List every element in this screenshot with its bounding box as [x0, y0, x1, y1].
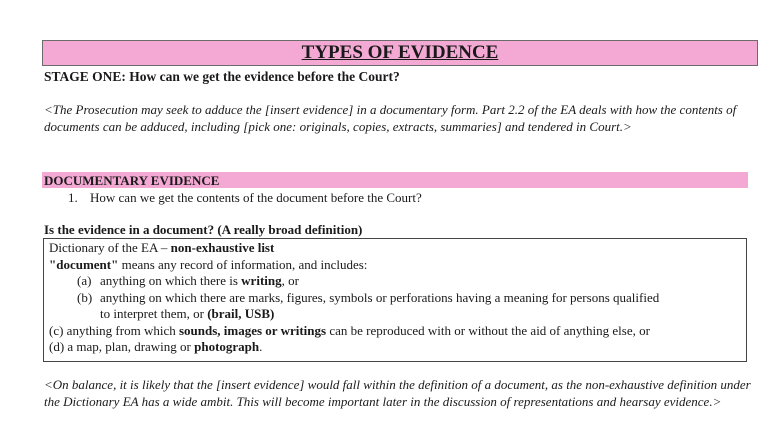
definition-source-line — [49, 240, 746, 257]
item-b-label: (b) — [77, 289, 93, 305]
item-c-tail: can be reproduced with or without the aid of anything else, or — [326, 322, 650, 338]
definition-source-emphasis: non-exhaustive list — [170, 240, 275, 255]
definition-item-b — [49, 290, 746, 323]
item-d-plain: (d) a map, plan, drawing or — [49, 339, 195, 354]
item-b-line2-bold: (brail, USB) — [207, 306, 275, 321]
definition-item-d — [49, 339, 746, 356]
numbered-item-text: How can we get the contents of the document before the Court? — [90, 190, 422, 205]
stage-heading: STAGE ONE: How can we get the evidence before the Court? — [44, 69, 400, 84]
item-d-tail: . — [259, 339, 263, 354]
definition-term-text: means any record of information, and includes: — [118, 256, 368, 272]
numbered-item — [68, 190, 422, 206]
item-c-plain: (c) anything from which — [49, 322, 179, 338]
item-a-tail: , or — [281, 273, 299, 288]
title-banner — [42, 40, 758, 66]
definition-question: Is the evidence in a document? (A really broad definition) — [44, 222, 363, 237]
definition-source-text: Dictionary of the EA – — [49, 240, 171, 255]
intro-note: <The Prosecution may seek to adduce the [insert evidence] in a documentary form. Part 2.2 of the EA deals with how the contents of documents can be adduced, including [pick one: originals, copies, extracts, summaries] and tendered in Court.> — [44, 102, 737, 134]
item-a-text — [81, 273, 746, 290]
item-d-bold: photograph — [194, 339, 260, 354]
definition-term-line — [49, 257, 746, 274]
definition-box — [43, 238, 747, 362]
item-a-bold: writing — [241, 273, 282, 288]
section-heading-bar — [42, 172, 748, 188]
closing-note: <On balance, it is likely that the [insert evidence] would fall within the definition of a document, as the non-exhaustive definition under the Dictionary EA has a wide ambit. This will become important later in the discussion of representations and hearsay evidence.> — [44, 377, 751, 409]
item-b-line2 — [81, 306, 746, 323]
definition-item-c — [49, 323, 746, 340]
definition-item-a — [49, 273, 746, 290]
definition-term: "document" — [49, 256, 119, 272]
numbered-item-number: 1. — [68, 190, 78, 205]
item-a-plain: anything on which there is — [100, 273, 242, 288]
page-title: TYPES OF EVIDENCE — [301, 42, 499, 63]
item-b-line1: anything on which there are marks, figures, symbols or perforations having a meaning for persons qualified — [100, 289, 660, 305]
item-b-line2-plain: to interpret them, or — [100, 306, 208, 321]
item-a-label: (a) — [77, 273, 92, 288]
section-heading: DOCUMENTARY EVIDENCE — [44, 173, 220, 188]
item-c-bold: sounds, images or writings — [178, 322, 327, 338]
